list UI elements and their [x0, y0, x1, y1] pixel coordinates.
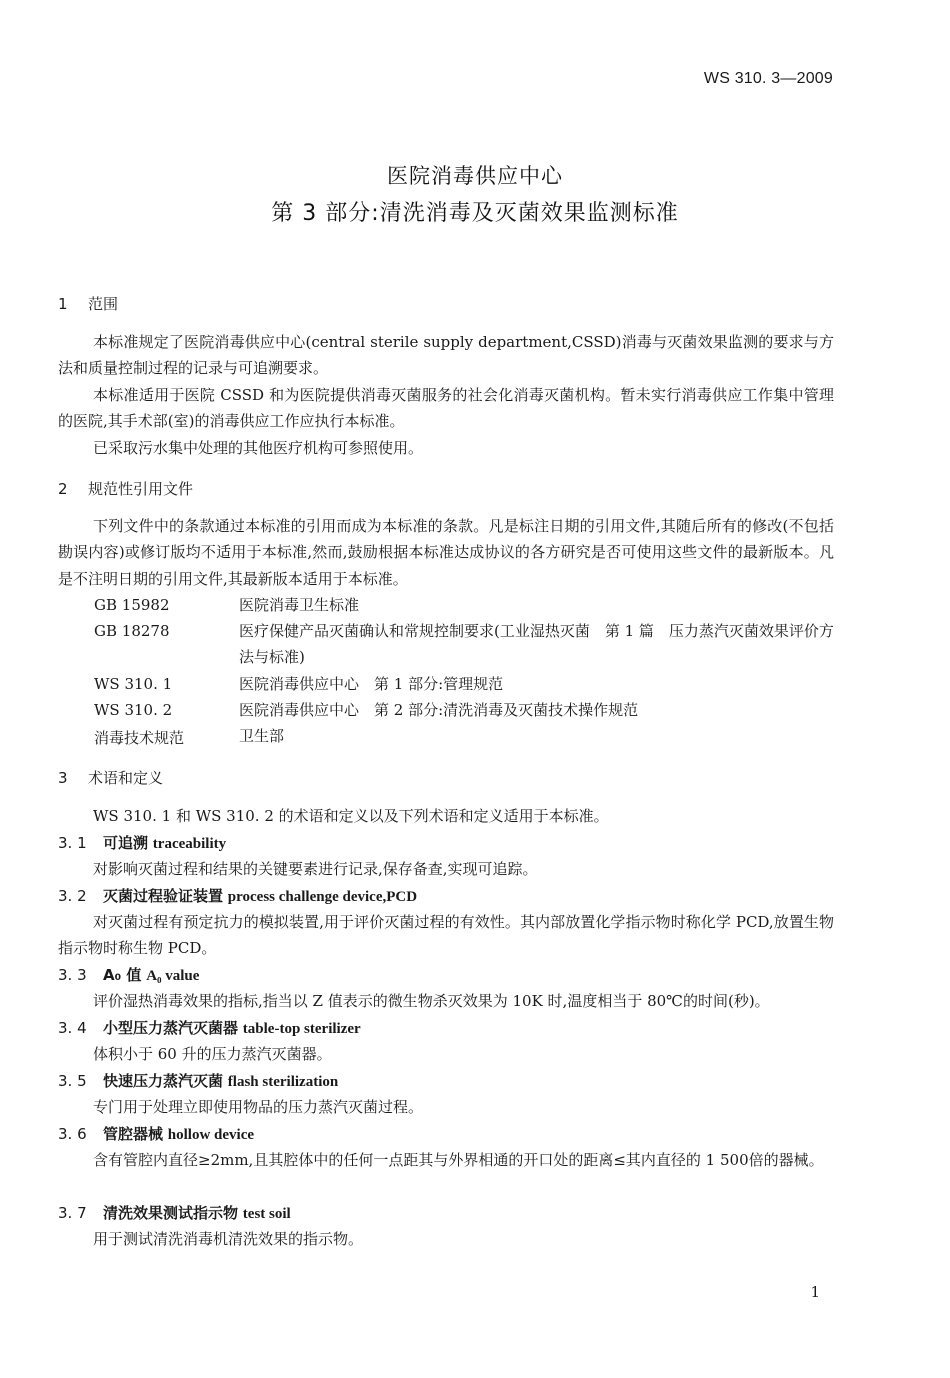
paragraph: WS 310. 1 和 WS 310. 2 的术语和定义以及下列术语和定义适用于本标准。	[93, 807, 609, 825]
section-number: 3	[58, 769, 68, 787]
definition-body: 评价湿热消毒效果的指标,指当以 Z 值表示的微生物杀灭效果为 10K 时,温度相当于 80℃的时间(秒)。	[93, 992, 770, 1010]
definition-heading	[58, 1123, 254, 1144]
reference-title: 医疗保健产品灭菌确认和常规控制要求(工业湿热灭菌 第 1 篇 压力蒸汽灭菌效果评价方法与标准)	[239, 622, 834, 667]
definition-body: 体积小于 60 升的压力蒸汽灭菌器。	[93, 1045, 332, 1063]
reference-title: 卫生部	[239, 727, 285, 745]
reference-code: WS 310. 2	[94, 701, 173, 719]
reference-title: 医院消毒卫生标准	[239, 596, 360, 614]
definition-heading	[58, 885, 417, 906]
definition-term: 管腔器械	[103, 1125, 164, 1143]
definition-term: A₀ 值	[103, 966, 142, 984]
section-1-heading	[58, 293, 118, 314]
document-number: WS 310. 3—2009	[703, 70, 833, 87]
definition-number: 3. 5	[58, 1072, 87, 1090]
definition-term: 清洗效果测试指示物	[103, 1204, 239, 1222]
definition-term-en: A₀ value	[146, 968, 200, 984]
paragraph: 下列文件中的条款通过本标准的引用而成为本标准的条款。凡是标注日期的引用文件,其随后所有的修改(不包括勘误内容)或修订版均不适用于本标准,然而,鼓励根据本标准达成协议的各方研究是否可使用这些文件的最新版本。凡是不注明日期的引用文件,其最新版本适用于本标准。	[58, 517, 834, 588]
section-number: 2	[58, 480, 68, 498]
definition-body: 对灭菌过程有预定抗力的模拟装置,用于评价灭菌过程的有效性。其内部放置化学指示物时称化学 PCD,放置生物指示物时称生物 PCD。	[58, 913, 834, 958]
section-2-heading	[58, 478, 193, 499]
definition-term-en: table-top sterilizer	[242, 1021, 361, 1037]
definition-body: 专门用于处理立即使用物品的压力蒸汽灭菌过程。	[93, 1098, 424, 1116]
reference-code: GB 15982	[94, 596, 170, 614]
reference-title: 医院消毒供应中心 第 2 部分:清洗消毒及灭菌技术操作规范	[239, 701, 639, 719]
definition-term: 快速压力蒸汽灭菌	[103, 1072, 224, 1090]
definition-heading	[58, 832, 226, 853]
definition-number: 3. 4	[58, 1019, 87, 1037]
definition-term: 小型压力蒸汽灭菌器	[103, 1019, 239, 1037]
section-3-heading	[58, 767, 163, 788]
definition-term-en: flash sterilization	[227, 1074, 339, 1090]
section-number: 1	[58, 295, 68, 313]
definition-number: 3. 1	[58, 834, 87, 852]
paragraph: 本标准适用于医院 CSSD 和为医院提供消毒灭菌服务的社会化消毒灭菌机构。暂未实行消毒供应工作集中管理的医院,其手术部(室)的消毒供应工作应执行本标准。	[58, 386, 834, 431]
definition-heading	[58, 1202, 291, 1223]
document-title-line1: 医院消毒供应中心	[387, 164, 563, 188]
definition-heading	[58, 964, 199, 985]
definition-body: 含有管腔内直径≥2mm,且其腔体中的任何一点距其与外界相通的开口处的距离≤其内直径的 1 500倍的器械。	[93, 1151, 824, 1169]
section-title: 规范性引用文件	[88, 480, 194, 498]
definition-number: 3. 2	[58, 887, 87, 905]
definition-body: 对影响灭菌过程和结果的关键要素进行记录,保存备查,实现可追踪。	[93, 860, 538, 878]
definition-number: 3. 7	[58, 1204, 87, 1222]
definition-heading	[58, 1070, 338, 1091]
definition-number: 3. 3	[58, 966, 87, 984]
reference-title: 医院消毒供应中心 第 1 部分:管理规范	[239, 675, 504, 693]
definition-term: 灭菌过程验证装置	[103, 887, 224, 905]
document-title-line2: 第 3 部分:清洗消毒及灭菌效果监测标准	[271, 201, 679, 226]
definition-term-en: hollow device	[167, 1127, 255, 1143]
section-title: 术语和定义	[88, 769, 164, 787]
definition-term: 可追溯	[103, 834, 149, 852]
definition-term-en: process challenge device,PCD	[227, 889, 418, 905]
paragraph: 已采取污水集中处理的其他医疗机构可参照使用。	[93, 439, 424, 457]
reference-code: WS 310. 1	[94, 675, 173, 693]
reference-code: GB 18278	[94, 622, 170, 640]
definition-body: 用于测试清洗消毒机清洗效果的指示物。	[93, 1230, 364, 1248]
paragraph: 本标准规定了医院消毒供应中心(central sterile supply department,CSSD)消毒与灭菌效果监测的要求与方法和质量控制过程的记录与可追溯要求。	[58, 333, 834, 378]
reference-code: 消毒技术规范	[94, 729, 185, 747]
page-number: 1	[810, 1283, 820, 1301]
definition-term-en: traceability	[152, 836, 227, 852]
definition-term-en: test soil	[242, 1206, 291, 1222]
definition-heading	[58, 1017, 361, 1038]
definition-number: 3. 6	[58, 1125, 87, 1143]
section-title: 范围	[88, 295, 119, 313]
